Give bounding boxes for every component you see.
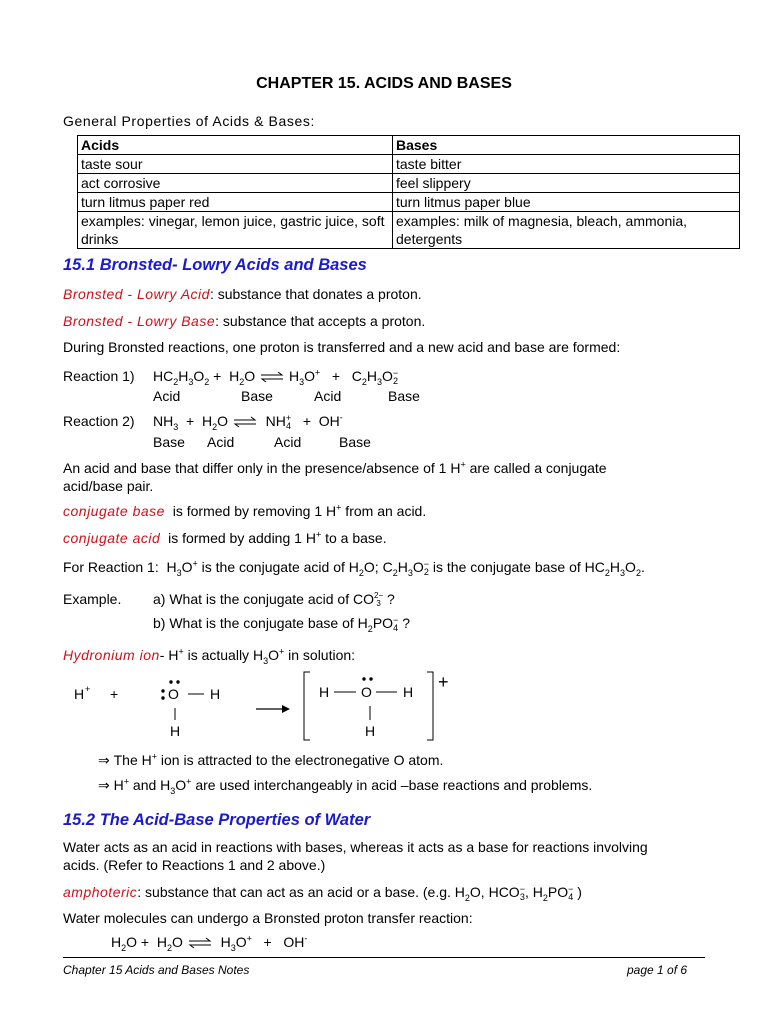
oxygen-atom: O bbox=[168, 686, 179, 702]
conjugate-acid-term: conjugate acid bbox=[63, 530, 161, 546]
reaction-arrow-icon bbox=[282, 705, 290, 713]
footer-page-number: page 1 of 6 bbox=[627, 963, 688, 977]
reaction-2-role-base: Base bbox=[339, 434, 371, 450]
table-row bbox=[78, 174, 740, 193]
equilibrium-arrow-icon bbox=[187, 937, 213, 949]
reaction-1-role-base: Base bbox=[388, 388, 420, 404]
equilibrium-arrow-icon bbox=[259, 371, 285, 383]
table-cell: examples: milk of magnesia, bleach, ammonia, detergents bbox=[393, 212, 740, 249]
table-row bbox=[78, 193, 740, 212]
table-row bbox=[78, 212, 740, 249]
water-autoionization-equation: $H_2O + H_2O$ $H_3O^+ + OH^-$ bbox=[111, 933, 308, 953]
section-heading-15-1: 15.1 Bronsted- Lowry Acids and Bases bbox=[63, 256, 367, 274]
table-cell: feel slippery bbox=[393, 174, 740, 193]
implies-arrow-icon: ⇒ bbox=[98, 752, 110, 768]
water-paragraph-line2: acids. (Refer to Reactions 1 and 2 above.) bbox=[63, 857, 326, 873]
footer-divider bbox=[63, 957, 705, 958]
table-header-bases: Bases bbox=[393, 136, 740, 155]
proton-transfer-text: Water molecules can undergo a Bronsted proton transfer reaction: bbox=[63, 910, 473, 926]
reaction-2-role-acid: Acid bbox=[207, 434, 235, 450]
svg-text:H: H bbox=[170, 723, 181, 739]
hydronium-definition: Hydronium ion- H+ is actually $H_3O^+$ in solution: bbox=[63, 646, 356, 666]
table-cell: taste bitter bbox=[393, 155, 740, 174]
equilibrium-arrow-icon bbox=[232, 416, 258, 428]
hydronium-term: Hydronium ion bbox=[63, 647, 160, 663]
h-plus-symbol: H bbox=[74, 686, 85, 702]
svg-text:H: H bbox=[210, 686, 221, 702]
bronsted-base-definition: Bronsted - Lowry Base: substance that accepts a proton. bbox=[63, 313, 426, 329]
bronsted-acid-definition: Bronsted - Lowry Acid: substance that donates a proton. bbox=[63, 286, 422, 302]
svg-text:+: + bbox=[85, 684, 91, 694]
example-question-b: b) What is the conjugate base of $H_2PO-$ 4 ? bbox=[153, 615, 410, 634]
page-title: CHAPTER 15. ACIDS AND BASES bbox=[256, 75, 512, 92]
general-properties-label: General Properties of Acids & Bases: bbox=[63, 113, 315, 129]
conjugate-base-definition: conjugate base is formed by removing 1 H+ from an acid. bbox=[63, 502, 427, 519]
svg-text:H: H bbox=[403, 684, 414, 700]
table-row bbox=[78, 155, 740, 174]
svg-text:H: H bbox=[319, 684, 330, 700]
reaction-1-role-base: Base bbox=[241, 388, 273, 404]
reaction-2-role-base: Base bbox=[153, 434, 185, 450]
table-header-row bbox=[78, 136, 740, 155]
conjugate-pair-line1: An acid and base that differ only in the presence/absence of 1 H+ are called a conjugate bbox=[63, 459, 607, 476]
svg-text:+: + bbox=[110, 686, 119, 702]
reaction-2-equation: $NH_3 + H_2O$ NH+ 4 + OH- bbox=[153, 412, 343, 432]
conjugate-base-term: conjugate base bbox=[63, 503, 165, 519]
svg-text:H: H bbox=[365, 723, 376, 739]
table-cell: act corrosive bbox=[78, 174, 393, 193]
example-label: Example. bbox=[63, 591, 122, 607]
properties-table bbox=[77, 135, 740, 249]
during-text: During Bronsted reactions, one proton is transferred and a new acid and base are formed: bbox=[63, 339, 621, 355]
svg-text:O: O bbox=[361, 684, 372, 700]
reaction-1-equation: $HC_2H_3O_2 + H_2O$ $H_3O^+ + C_2H_3O-$ 2 bbox=[153, 367, 399, 387]
reaction-1-conjugate-statement: For Reaction 1: $H_3O^+$ is the conjugate acid of $H_2O$; $C_2H_3O-$ 2 is the conjugate base of $HC_2H_3O_2$. bbox=[63, 558, 645, 578]
table-cell: turn litmus paper red bbox=[78, 193, 393, 212]
svg-text:+: + bbox=[438, 672, 449, 692]
reaction-2-role-acid: Acid bbox=[274, 434, 302, 450]
table-header-acids: Acids bbox=[78, 136, 393, 155]
conjugate-pair-line2: acid/base pair. bbox=[63, 478, 154, 494]
bullet-h-ion-attracted: ⇒ The H+ ion is attracted to the electronegative O atom. bbox=[98, 751, 444, 768]
section-heading-15-2: 15.2 The Acid-Base Properties of Water bbox=[63, 811, 371, 829]
reaction-1-role-acid: Acid bbox=[314, 388, 342, 404]
reaction-1-role-acid: Acid bbox=[153, 388, 181, 404]
table-cell: examples: vinegar, lemon juice, gastric juice, soft drinks bbox=[78, 212, 393, 249]
hydronium-lewis-diagram bbox=[60, 668, 470, 748]
implies-arrow-icon: ⇒ bbox=[98, 777, 110, 793]
bullet-interchangeable: ⇒ H+ and $H_3O^+$ are used interchangeably in acid –base reactions and problems. bbox=[98, 776, 593, 796]
amphoteric-term: amphoteric bbox=[63, 884, 138, 900]
reaction-2-label: Reaction 2) bbox=[63, 413, 135, 429]
amphoteric-definition: amphoteric: substance that can act as an acid or a base. (e.g. $H_2O$, HCO− 3, $H_2PO-$ 4 ) bbox=[63, 884, 582, 903]
water-paragraph-line1: Water acts as an acid in reactions with bases, whereas it acts as a base for reactions involving bbox=[63, 839, 648, 855]
bronsted-base-term: Bronsted - Lowry Base bbox=[63, 313, 216, 329]
reaction-1-label: Reaction 1) bbox=[63, 368, 135, 384]
bronsted-acid-term: Bronsted - Lowry Acid bbox=[63, 286, 210, 302]
table-cell: turn litmus paper blue bbox=[393, 193, 740, 212]
footer-title: Chapter 15 Acids and Bases Notes bbox=[63, 963, 250, 977]
conjugate-acid-definition: conjugate acid is formed by adding 1 H+ to a base. bbox=[63, 529, 387, 546]
example-question-a: a) What is the conjugate acid of CO2− 3 ? bbox=[153, 591, 395, 609]
table-cell: taste sour bbox=[78, 155, 393, 174]
